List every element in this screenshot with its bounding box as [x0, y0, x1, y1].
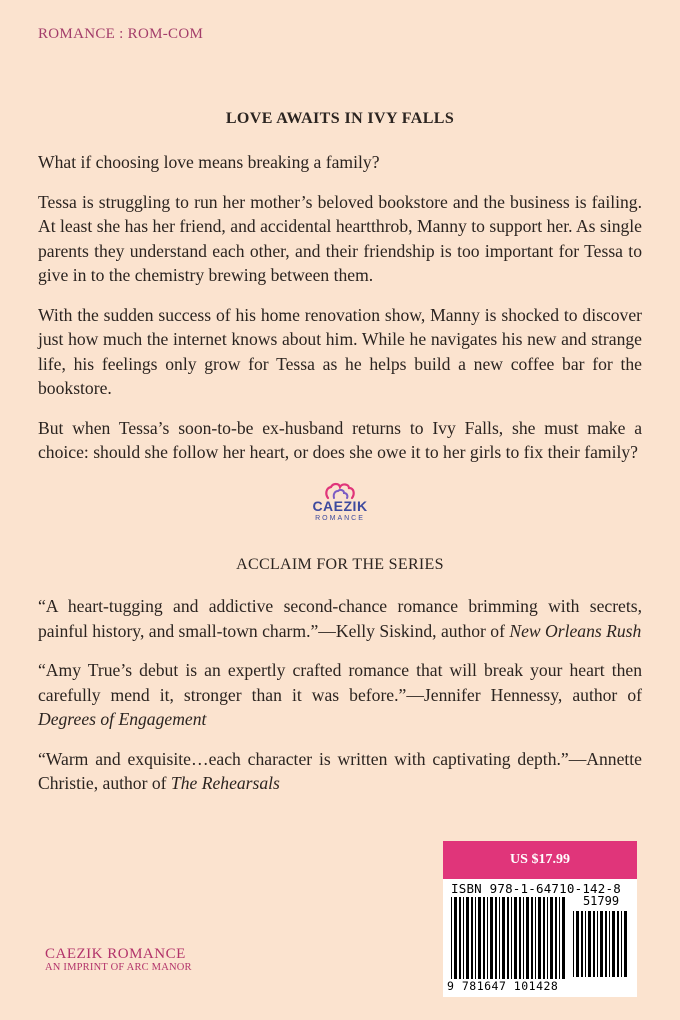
blurb-text — [38, 150, 642, 480]
barcode-bar — [605, 911, 607, 977]
barcode-bars — [451, 897, 567, 979]
review-text: “Warm and exquisite…each character is written with captivating depth.”—Annette Christie, author of — [38, 748, 642, 793]
review-work-title: Degrees of Engagement — [38, 709, 207, 729]
blurb-paragraph: But when Tessa’s soon-to-be ex-husband returns to Ivy Falls, she must make a choice: should she follow her heart, or does she owe it to her girls to fix their family? — [38, 417, 642, 462]
blurb-paragraph: With the sudden success of his home renovation show, Manny is shocked to discover just how much the internet knows about him. While he navigates his new and strange life, his feelings only grow for Tessa as he helps build a new coffee bar for the bookstore. — [38, 304, 642, 398]
barcode-bar — [523, 897, 524, 979]
barcode-bar — [588, 911, 591, 977]
genre-label: ROMANCE : ROM-COM — [38, 26, 204, 42]
barcode-bar — [547, 897, 548, 979]
barcode-bar — [475, 897, 476, 979]
barcode-bar — [471, 897, 473, 979]
isbn-text: ISBN 978-1-64710-142-8 — [451, 881, 621, 896]
ean-number: 9 781647 101428 — [447, 979, 559, 993]
review-quote — [38, 658, 642, 732]
barcode-bar — [499, 897, 500, 979]
review-text: “Amy True’s debut is an expertly crafted romance that will break your heart then carefully mend it, stronger than it was before.”—Jennifer Hennessy, author of — [38, 660, 642, 705]
barcode-bar — [463, 897, 464, 979]
barcode-bar — [609, 911, 610, 977]
barcode-bar — [612, 911, 615, 977]
barcode-bar — [507, 897, 509, 979]
logo-subtitle: ROMANCE — [315, 515, 365, 522]
review-quote — [38, 594, 642, 643]
blurb-heading: LOVE AWAITS IN IVY FALLS — [225, 110, 455, 127]
acclaim-title: ACCLAIM FOR THE SERIES — [236, 556, 444, 573]
barcode-bar — [617, 911, 619, 977]
review-text: “A heart-tugging and addictive second-chance romance brimming with secrets, painful history, and small-town charm.”—Kelly Siskind, author of — [38, 596, 642, 641]
barcode-bar — [454, 897, 457, 979]
barcode-bar — [451, 897, 452, 979]
review-work-title: New Orleans Rush — [509, 620, 642, 641]
blurb-paragraph: Tessa is struggling to run her mother’s beloved bookstore and the business is failing. At least she has her friend, and accidental heartthrob, Manny to support her. As single parents they understand each other, and their friendship is too important for Tessa to give in to the chemistry brewing between them. — [38, 191, 642, 285]
reviews — [38, 594, 642, 811]
barcode-bar — [487, 897, 488, 979]
barcode-bar — [514, 897, 517, 979]
barcode-bar — [621, 911, 622, 977]
barcode-bar — [543, 897, 545, 979]
publisher-name: CAEZIK ROMANCE — [45, 946, 186, 962]
barcode-bar — [531, 897, 533, 979]
logo-name: CAEZIK — [312, 498, 368, 514]
publisher-imprint: AN IMPRINT OF ARC MANOR — [45, 962, 192, 973]
isbn-barcode — [443, 879, 637, 997]
barcode-bar — [459, 897, 461, 979]
barcode-bar — [624, 911, 627, 977]
barcode-bar — [519, 897, 521, 979]
price-label: US $17.99 — [443, 841, 637, 879]
barcode-bar — [555, 897, 557, 979]
barcode-bar — [535, 897, 536, 979]
barcode-addon-bars — [573, 911, 631, 977]
barcode-bar — [559, 897, 560, 979]
barcode-bar — [502, 897, 505, 979]
barcode-bar — [550, 897, 553, 979]
barcode-bar — [600, 911, 603, 977]
review-quote — [38, 747, 642, 796]
barcode-bar — [466, 897, 469, 979]
barcode-bar — [597, 911, 598, 977]
blurb-paragraph: What if choosing love means breaking a family? — [38, 152, 380, 172]
barcode-bar — [593, 911, 595, 977]
barcode-bar — [562, 897, 565, 979]
barcode-bar — [490, 897, 493, 979]
barcode-bar — [581, 911, 583, 977]
review-work-title: The Rehearsals — [170, 773, 280, 793]
barcode-bar — [495, 897, 497, 979]
barcode-bar — [538, 897, 541, 979]
barcode-addon-number: 51799 — [582, 894, 620, 908]
barcode-bar — [483, 897, 485, 979]
barcode-bar — [573, 911, 574, 977]
barcode-bar — [526, 897, 529, 979]
barcode-bar — [585, 911, 586, 977]
barcode-bar — [478, 897, 481, 979]
barcode-bar — [576, 911, 579, 977]
barcode-bar — [511, 897, 512, 979]
caezik-romance-logo — [290, 482, 390, 528]
